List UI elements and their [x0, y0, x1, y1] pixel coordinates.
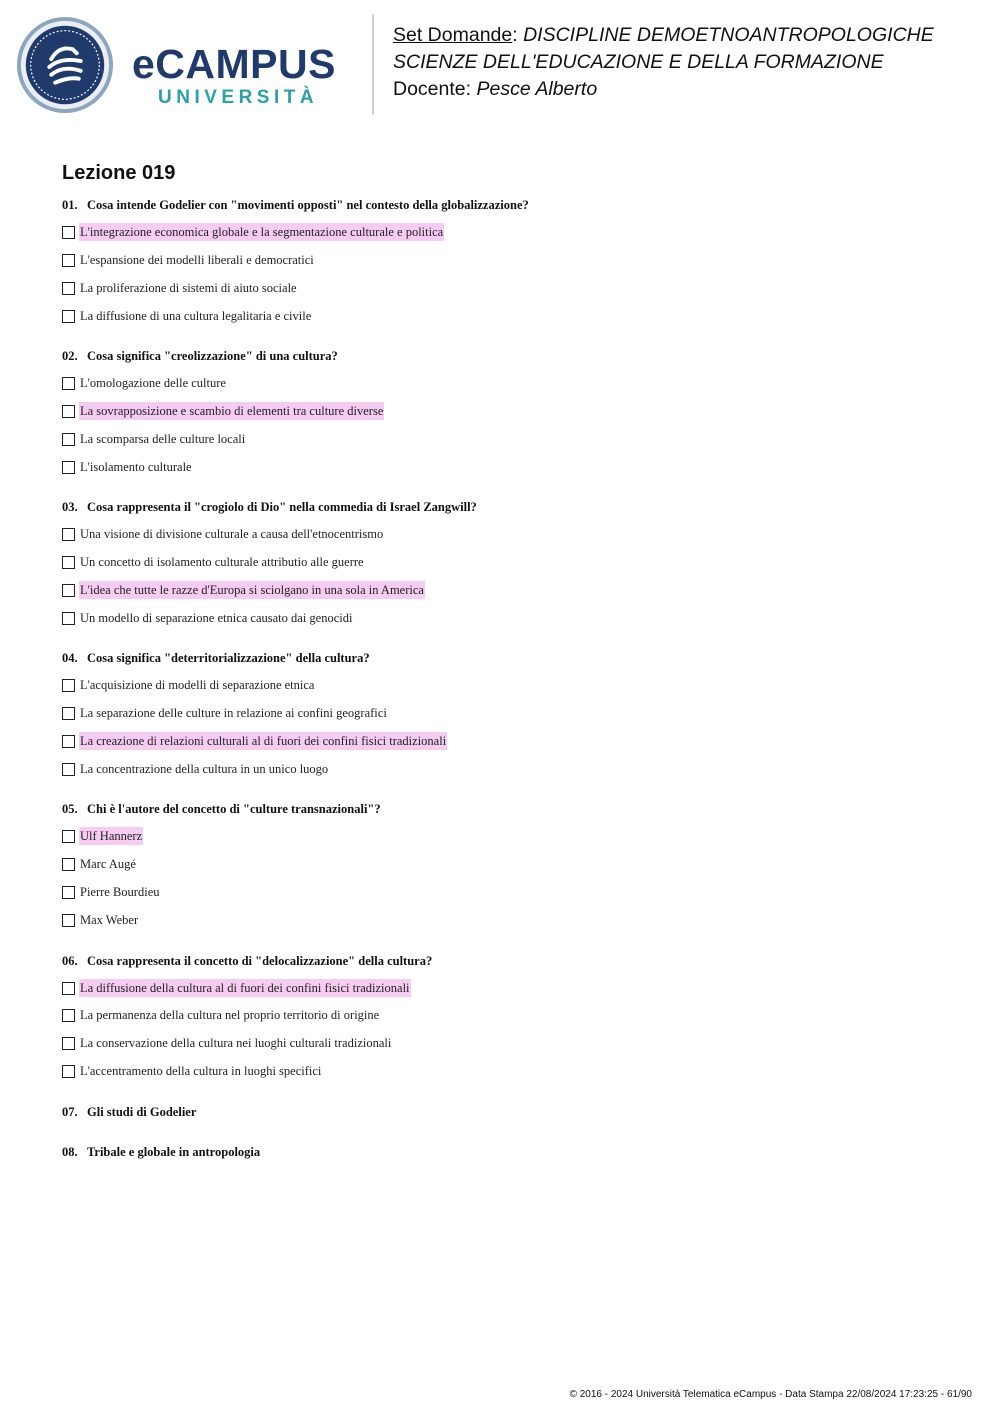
- header-divider: [372, 14, 374, 115]
- question-01: [62, 198, 529, 213]
- question-number: 02.: [62, 349, 78, 363]
- question-text: Gli studi di Godelier: [87, 1105, 197, 1119]
- answer-option[interactable]: [62, 883, 161, 901]
- answer-option[interactable]: [62, 374, 227, 392]
- answer-option[interactable]: [62, 979, 411, 997]
- checkbox[interactable]: [62, 254, 75, 267]
- page-footer: © 2016 - 2024 Università Telematica eCampus - Data Stampa 22/08/2024 17:23:25 - 61/90: [569, 1389, 972, 1400]
- checkbox[interactable]: [62, 377, 75, 390]
- checkbox[interactable]: [62, 461, 75, 474]
- checkbox[interactable]: [62, 914, 75, 927]
- answer-text: La concentrazione della cultura in un unico luogo: [80, 762, 329, 776]
- checkbox[interactable]: [62, 310, 75, 323]
- question-02: [62, 349, 338, 364]
- checkbox[interactable]: [62, 612, 75, 625]
- question-number: 08.: [62, 1145, 78, 1159]
- answer-text: Un modello di separazione etnica causato dai genocidi: [80, 611, 353, 625]
- question-number: 07.: [62, 1105, 78, 1119]
- question-08: [62, 1145, 260, 1160]
- answer-option[interactable]: [62, 581, 425, 599]
- question-text: Cosa intende Godelier con "movimenti opposti" nel contesto della globalizzazione?: [87, 198, 529, 212]
- answer-text: La scomparsa delle culture locali: [80, 432, 246, 446]
- checkbox[interactable]: [62, 1065, 75, 1078]
- teacher-line: [393, 76, 993, 103]
- checkbox[interactable]: [62, 528, 75, 541]
- question-04: [62, 651, 370, 666]
- answer-text: Marc Augé: [80, 857, 136, 871]
- answer-text: L'accentramento della cultura in luoghi specifici: [80, 1064, 322, 1078]
- answer-text: Ulf Hannerz: [80, 829, 143, 843]
- answer-text: La diffusione di una cultura legalitaria e civile: [80, 309, 312, 323]
- answer-option[interactable]: [62, 1034, 392, 1052]
- answer-option[interactable]: [62, 911, 139, 929]
- answer-option[interactable]: [62, 223, 444, 241]
- answer-option[interactable]: [62, 525, 384, 543]
- checkbox[interactable]: [62, 405, 75, 418]
- question-number: 01.: [62, 198, 78, 212]
- course-info: [393, 22, 993, 103]
- answer-text: Una visione di divisione culturale a causa dell'etnocentrismo: [80, 527, 384, 541]
- checkbox[interactable]: [62, 1009, 75, 1022]
- set-line-2: [393, 49, 993, 76]
- question-number: 05.: [62, 802, 78, 816]
- checkbox[interactable]: [62, 982, 75, 995]
- question-07: [62, 1105, 196, 1120]
- set-value-line2: SCIENZE DELL'EDUCAZIONE E DELLA FORMAZIONE: [393, 51, 884, 73]
- checkbox[interactable]: [62, 556, 75, 569]
- checkbox[interactable]: [62, 1037, 75, 1050]
- checkbox[interactable]: [62, 584, 75, 597]
- answer-option[interactable]: [62, 458, 193, 476]
- answer-option[interactable]: [62, 307, 312, 325]
- question-text: Cosa significa "creolizzazione" di una cultura?: [87, 349, 338, 363]
- ecampus-seal-logo: [16, 16, 114, 114]
- teacher-label: Docente:: [393, 78, 472, 100]
- checkbox[interactable]: [62, 226, 75, 239]
- checkbox[interactable]: [62, 735, 75, 748]
- question-number: 06.: [62, 954, 78, 968]
- lesson-title: Lezione 019: [62, 162, 176, 184]
- answer-option[interactable]: [62, 760, 329, 778]
- answer-text: La sovrapposizione e scambio di elementi tra culture diverse: [80, 404, 384, 418]
- answer-text: L'espansione dei modelli liberali e democratici: [80, 253, 314, 267]
- answer-text: La proliferazione di sistemi di aiuto sociale: [80, 281, 297, 295]
- question-text: Tribale e globale in antropologia: [87, 1145, 261, 1159]
- brand-subtitle: UNIVERSITÀ: [158, 87, 319, 108]
- answer-option[interactable]: [62, 279, 298, 297]
- question-06: [62, 954, 432, 969]
- question-05: [62, 802, 381, 817]
- set-label: Set Domande: [393, 24, 513, 46]
- answer-option[interactable]: [62, 704, 388, 722]
- question-text: Cosa rappresenta il concetto di "delocalizzazione" della cultura?: [87, 954, 433, 968]
- checkbox[interactable]: [62, 282, 75, 295]
- answer-text: L'isolamento culturale: [80, 460, 192, 474]
- set-value-line1: DISCIPLINE DEMOETNOANTROPOLOGICHE: [523, 24, 934, 46]
- answer-text: L'acquisizione di modelli di separazione etnica: [80, 678, 315, 692]
- checkbox[interactable]: [62, 707, 75, 720]
- answer-text: La diffusione della cultura al di fuori dei confini fisici tradizionali: [80, 981, 410, 995]
- answer-text: L'omologazione delle culture: [80, 376, 226, 390]
- question-number: 03.: [62, 500, 78, 514]
- question-text: Cosa significa "deterritorializzazione" della cultura?: [87, 651, 370, 665]
- brand-name: eCAMPUS: [132, 41, 336, 87]
- answer-text: Max Weber: [80, 913, 139, 927]
- question-text: Cosa rappresenta il "crogiolo di Dio" nella commedia di Israel Zangwill?: [87, 500, 477, 514]
- page-header: [0, 0, 1000, 130]
- answer-text: Un concetto di isolamento culturale attributio alle guerre: [80, 555, 364, 569]
- question-text: Chi è l'autore del concetto di "culture transnazionali"?: [87, 802, 381, 816]
- answer-text: L'integrazione economica globale e la segmentazione culturale e politica: [80, 225, 444, 239]
- answer-option[interactable]: [62, 1006, 380, 1024]
- answer-option[interactable]: [62, 251, 315, 269]
- question-number: 04.: [62, 651, 78, 665]
- answer-option[interactable]: [62, 827, 143, 845]
- answer-text: La creazione di relazioni culturali al di fuori dei confini fisici tradizionali: [80, 734, 447, 748]
- checkbox[interactable]: [62, 763, 75, 776]
- checkbox[interactable]: [62, 830, 75, 843]
- question-03: [62, 500, 477, 515]
- answer-text: L'idea che tutte le razze d'Europa si sciolgano in una sola in America: [80, 583, 424, 597]
- answer-text: La permanenza della cultura nel proprio territorio di origine: [80, 1008, 380, 1022]
- checkbox[interactable]: [62, 679, 75, 692]
- answer-option[interactable]: [62, 609, 353, 627]
- checkbox[interactable]: [62, 858, 75, 871]
- answer-option[interactable]: [62, 553, 365, 571]
- answer-option[interactable]: [62, 732, 447, 750]
- answer-text: La conservazione della cultura nei luoghi culturali tradizionali: [80, 1036, 392, 1050]
- answer-option[interactable]: [62, 430, 246, 448]
- answer-option[interactable]: [62, 1062, 322, 1080]
- ecampus-wordmark: [132, 42, 357, 112]
- answer-option[interactable]: [62, 676, 315, 694]
- set-line: Set Domande: DISCIPLINE DEMOETNOANTROPOLOGICHE: [393, 24, 934, 46]
- checkbox[interactable]: [62, 433, 75, 446]
- teacher-name: Pesce Alberto: [476, 78, 598, 100]
- checkbox[interactable]: [62, 886, 75, 899]
- answer-text: Pierre Bourdieu: [80, 885, 160, 899]
- answer-option[interactable]: [62, 855, 137, 873]
- answer-text: La separazione delle culture in relazione ai confini geografici: [80, 706, 387, 720]
- answer-option[interactable]: [62, 402, 384, 420]
